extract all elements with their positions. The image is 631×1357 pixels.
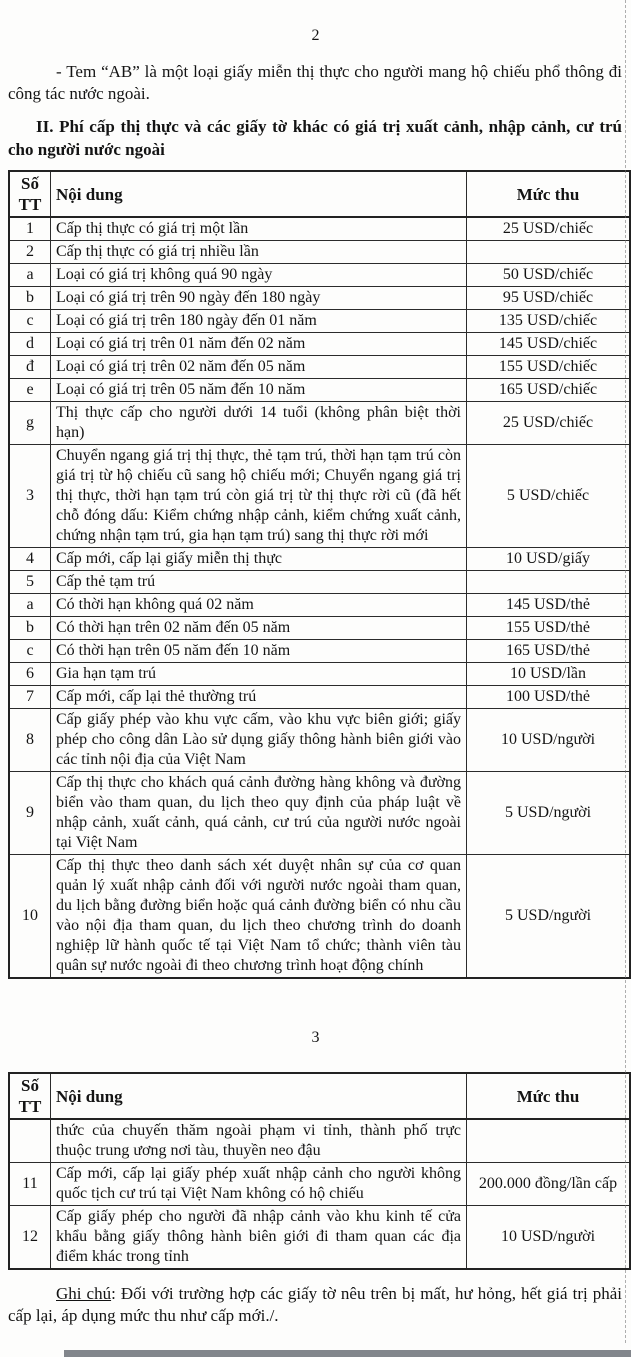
row-fee-cell: 200.000 đồng/lần cấp: [467, 1163, 631, 1206]
table-row: [9, 1119, 630, 1163]
row-number-cell: 2: [9, 241, 51, 264]
row-fee-cell: 165 USD/thẻ: [467, 640, 631, 663]
row-fee-cell: 155 USD/chiếc: [467, 356, 631, 379]
table-row: [9, 709, 630, 772]
row-fee-cell: 25 USD/chiếc: [467, 402, 631, 445]
table-row: [9, 855, 630, 979]
row-number-cell: c: [9, 310, 51, 333]
table-row: [9, 594, 630, 617]
fee-table-header: [9, 1073, 630, 1119]
row-fee-cell: 145 USD/thẻ: [467, 594, 631, 617]
row-content-cell: Cấp giấy phép cho người đã nhập cảnh vào khu kinh tế cửa khẩu bằng giấy thông hành biên giới đi tham quan các địa điểm khác trong tỉnh: [51, 1206, 467, 1270]
column-header-number: Số TT: [9, 171, 51, 217]
row-content-cell: Có thời hạn không quá 02 năm: [51, 594, 467, 617]
row-number-cell: [9, 1119, 51, 1163]
table-row: [9, 356, 630, 379]
row-number-cell: d: [9, 333, 51, 356]
column-header-fee: Mức thu: [467, 1073, 631, 1119]
header-row: [9, 171, 630, 217]
table-row: [9, 264, 630, 287]
row-number-cell: 6: [9, 663, 51, 686]
row-fee-cell: 165 USD/chiếc: [467, 379, 631, 402]
row-number-cell: 4: [9, 548, 51, 571]
fee-table-body-page2: [9, 217, 630, 978]
fee-table-page2: [8, 170, 631, 979]
table-row: [9, 1206, 630, 1270]
row-fee-cell: [467, 241, 631, 264]
row-number-cell: 11: [9, 1163, 51, 1206]
scan-bottom-bar-artifact: [64, 1350, 631, 1357]
row-content-cell: Loại có giá trị trên 180 ngày đến 01 năm: [51, 310, 467, 333]
row-content-cell: Loại có giá trị trên 01 năm đến 02 năm: [51, 333, 467, 356]
row-number-cell: đ: [9, 356, 51, 379]
row-fee-cell: 95 USD/chiếc: [467, 287, 631, 310]
row-fee-cell: 10 USD/giấy: [467, 548, 631, 571]
page-number-3: 3: [311, 1029, 320, 1046]
row-number-cell: 1: [9, 217, 51, 241]
column-header-fee: Mức thu: [467, 171, 631, 217]
row-number-cell: a: [9, 264, 51, 287]
footnote: [8, 1283, 622, 1327]
table-row: [9, 1163, 630, 1206]
row-fee-cell: 10 USD/người: [467, 709, 631, 772]
row-content-cell: Cấp mới, cấp lại thẻ thường trú: [51, 686, 467, 709]
table-row: [9, 772, 630, 855]
page3-section: [0, 1028, 631, 1327]
footnote-label: Ghi chú: [56, 1284, 112, 1303]
row-number-cell: 12: [9, 1206, 51, 1270]
table-row: [9, 402, 630, 445]
table-row: [9, 686, 630, 709]
row-fee-cell: 155 USD/thẻ: [467, 617, 631, 640]
table-row: [9, 445, 630, 548]
header-row: [9, 1073, 630, 1119]
row-fee-cell: 50 USD/chiếc: [467, 264, 631, 287]
row-number-cell: c: [9, 640, 51, 663]
row-content-cell: Loại có giá trị trên 05 năm đến 10 năm: [51, 379, 467, 402]
row-fee-cell: [467, 1119, 631, 1163]
row-number-cell: b: [9, 617, 51, 640]
fee-table-page3: [8, 1072, 631, 1270]
table-row: [9, 241, 630, 264]
row-number-cell: b: [9, 287, 51, 310]
row-fee-cell: 135 USD/chiếc: [467, 310, 631, 333]
row-number-cell: 3: [9, 445, 51, 548]
table-row: [9, 217, 630, 241]
fee-table-header: [9, 171, 630, 217]
table-row: [9, 548, 630, 571]
row-number-cell: 5: [9, 571, 51, 594]
row-fee-cell: [467, 571, 631, 594]
row-fee-cell: 5 USD/chiếc: [467, 445, 631, 548]
table-row: [9, 287, 630, 310]
table-row: [9, 663, 630, 686]
row-number-cell: 8: [9, 709, 51, 772]
row-number-cell: e: [9, 379, 51, 402]
row-fee-cell: 10 USD/lần: [467, 663, 631, 686]
row-content-cell: Cấp giấy phép vào khu vực cấm, vào khu vực biên giới; giấy phép cho công dân Lào sử dụng giấy thông hành biên giới vào các tỉnh nội địa của Việt Nam: [51, 709, 467, 772]
table-row: [9, 379, 630, 402]
row-content-cell: Thị thực cấp cho người dưới 14 tuổi (không phân biệt thời hạn): [51, 402, 467, 445]
row-content-cell: Cấp thị thực có giá trị một lần: [51, 217, 467, 241]
table-row: [9, 310, 630, 333]
row-fee-cell: 5 USD/người: [467, 855, 631, 979]
table-row: [9, 571, 630, 594]
row-content-cell: thức của chuyến thăm ngoài phạm vi tỉnh, thành phố trực thuộc trung ương nơi tàu, thuyền neo đậu: [51, 1119, 467, 1163]
row-content-cell: Cấp mới, cấp lại giấy phép xuất nhập cảnh cho người không quốc tịch cư trú tại Việt Nam không có hộ chiếu: [51, 1163, 467, 1206]
page-number-2: 2: [311, 27, 320, 44]
row-fee-cell: 25 USD/chiếc: [467, 217, 631, 241]
row-content-cell: Loại có giá trị không quá 90 ngày: [51, 264, 467, 287]
row-number-cell: g: [9, 402, 51, 445]
row-fee-cell: 10 USD/người: [467, 1206, 631, 1270]
table-row: [9, 640, 630, 663]
row-fee-cell: 145 USD/chiếc: [467, 333, 631, 356]
row-content-cell: Loại có giá trị trên 90 ngày đến 180 ngày: [51, 287, 467, 310]
column-header-number: Số TT: [9, 1073, 51, 1119]
column-header-content: Nội dung: [51, 171, 467, 217]
row-content-cell: Cấp thẻ tạm trú: [51, 571, 467, 594]
footnote-text: : Đối với trường hợp các giấy tờ nêu trên bị mất, hư hỏng, hết giá trị phải cấp lại, áp dụng mức thu như cấp mới./.: [8, 1284, 622, 1325]
table-row: [9, 617, 630, 640]
section-heading: II. Phí cấp thị thực và các giấy tờ khác có giá trị xuất cảnh, nhập cảnh, cư trú cho người nước ngoài: [8, 117, 622, 159]
row-content-cell: Cấp mới, cấp lại giấy miễn thị thực: [51, 548, 467, 571]
fee-table-body-page3: [9, 1119, 630, 1269]
row-content-cell: Có thời hạn trên 05 năm đến 10 năm: [51, 640, 467, 663]
table-row: [9, 333, 630, 356]
row-number-cell: 10: [9, 855, 51, 979]
row-number-cell: 7: [9, 686, 51, 709]
row-fee-cell: 5 USD/người: [467, 772, 631, 855]
row-content-cell: Có thời hạn trên 02 năm đến 05 năm: [51, 617, 467, 640]
column-header-content: Nội dung: [51, 1073, 467, 1119]
row-number-cell: a: [9, 594, 51, 617]
intro-paragraph: - Tem “AB” là một loại giấy miễn thị thực cho người mang hộ chiếu phổ thông đi công tác nước ngoài.: [8, 62, 622, 103]
row-content-cell: Chuyển ngang giá trị thị thực, thẻ tạm trú, thời hạn tạm trú còn giá trị từ hộ chiếu cũ sang hộ chiếu mới; Chuyển ngang giá trị thị thực, thời hạn tạm trú còn giá trị từ thị thực rời cũ (đã hết chỗ đóng dấu: Kiểm chứng nhập cảnh, kiểm chứng xuất cảnh, chứng nhận tạm trú, gia hạn tạm trú) sang thị thực rời mới: [51, 445, 467, 548]
row-content-cell: Cấp thị thực có giá trị nhiều lần: [51, 241, 467, 264]
row-content-cell: Cấp thị thực cho khách quá cảnh đường hàng không và đường biển vào tham quan, du lịch theo quy định của pháp luật về nhập cảnh, xuất cảnh, quá cảnh, cư trú của người nước ngoài tại Việt Nam: [51, 772, 467, 855]
row-number-cell: 9: [9, 772, 51, 855]
row-fee-cell: 100 USD/thẻ: [467, 686, 631, 709]
row-content-cell: Cấp thị thực theo danh sách xét duyệt nhân sự của cơ quan quản lý xuất nhập cảnh đối với người nước ngoài tham quan, du lịch bằng đường biển hoặc quá cảnh đường biển có nhu cầu vào nội địa tham quan, du lịch theo chương trình do doanh nghiệp lữ hành quốc tế tại Việt Nam tổ chức; thành viên tàu quân sự nước ngoài đi theo chương trình hoạt động chính: [51, 855, 467, 979]
row-content-cell: Gia hạn tạm trú: [51, 663, 467, 686]
row-content-cell: Loại có giá trị trên 02 năm đến 05 năm: [51, 356, 467, 379]
